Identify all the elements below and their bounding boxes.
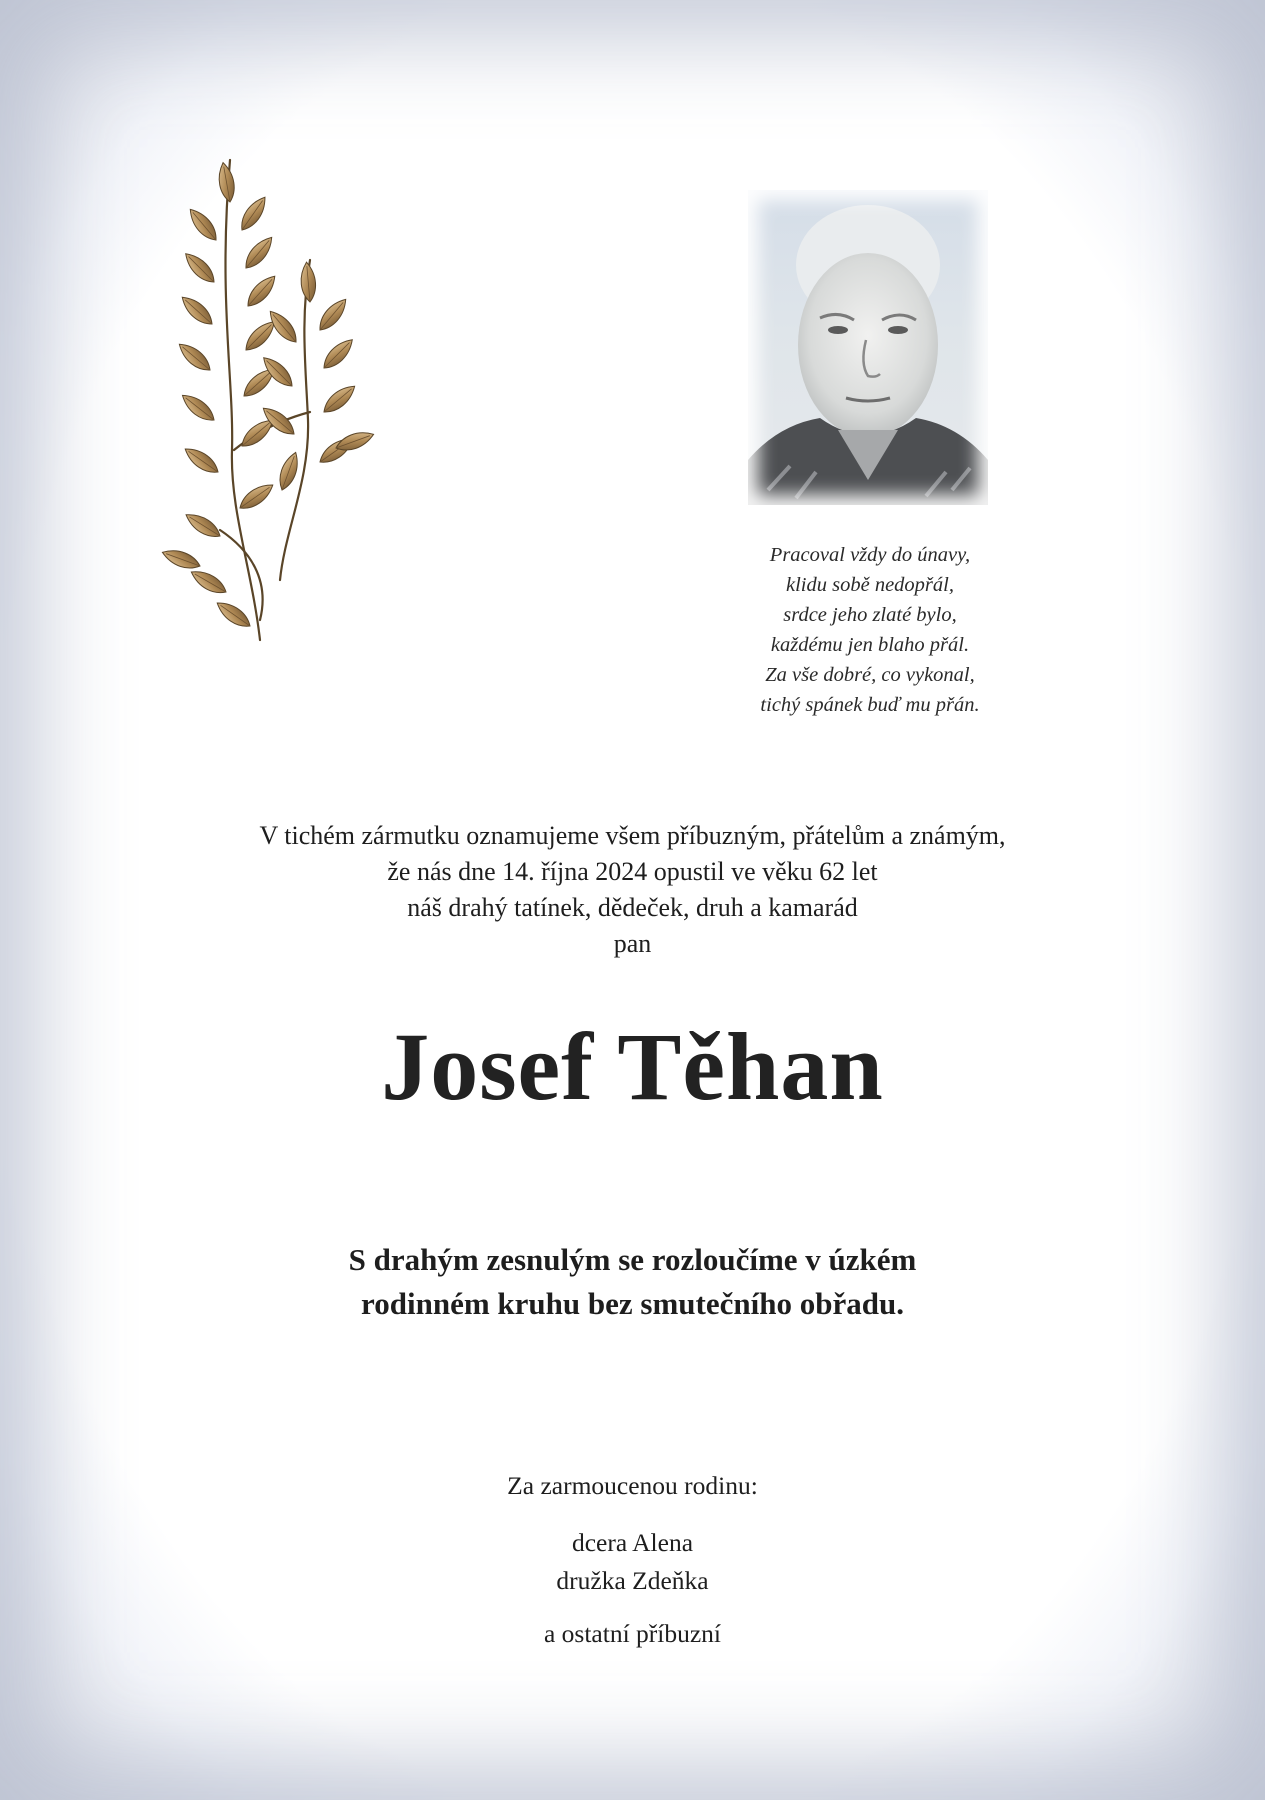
announcement [0,818,1265,962]
portrait-photo [748,190,988,505]
family-others: a ostatní příbuzní [543,1619,722,1648]
deceased-name: Josef Těhan [381,1013,884,1120]
family-intro: Za zarmoucenou rodinu: [507,1471,758,1500]
family-signature [0,1468,1265,1652]
farewell-notice [0,1238,1265,1326]
announcement-line: že nás dne 14. října 2024 opustil ve věku 62 let [387,857,878,886]
poem-line: každému jen blaho přál. [770,634,970,656]
leaf-branch-icon [160,150,390,650]
poem-line: Pracoval vždy do únavy, [769,544,971,566]
farewell-line: S drahým zesnulým se rozloučíme v úzkém [348,1242,917,1277]
family-member: dcera Alena [571,1528,694,1557]
announcement-line: náš drahý tatínek, dědeček, druh a kamarád [407,893,858,922]
poem-line: srdce jeho zlaté bylo, [783,604,957,626]
poem-line: klidu sobě nedopřál, [786,574,954,596]
poem [700,540,1040,720]
poem-line: Za vše dobré, co vykonal, [765,664,975,686]
announcement-line: pan [613,929,652,958]
farewell-line: rodinném kruhu bez smutečního obřadu. [361,1286,904,1321]
family-member: družka Zdeňka [556,1566,709,1595]
announcement-line: V tichém zármutku oznamujeme všem příbuzným, přátelům a známým, [259,821,1006,850]
poem-line: tichý spánek buď mu přán. [760,694,980,716]
